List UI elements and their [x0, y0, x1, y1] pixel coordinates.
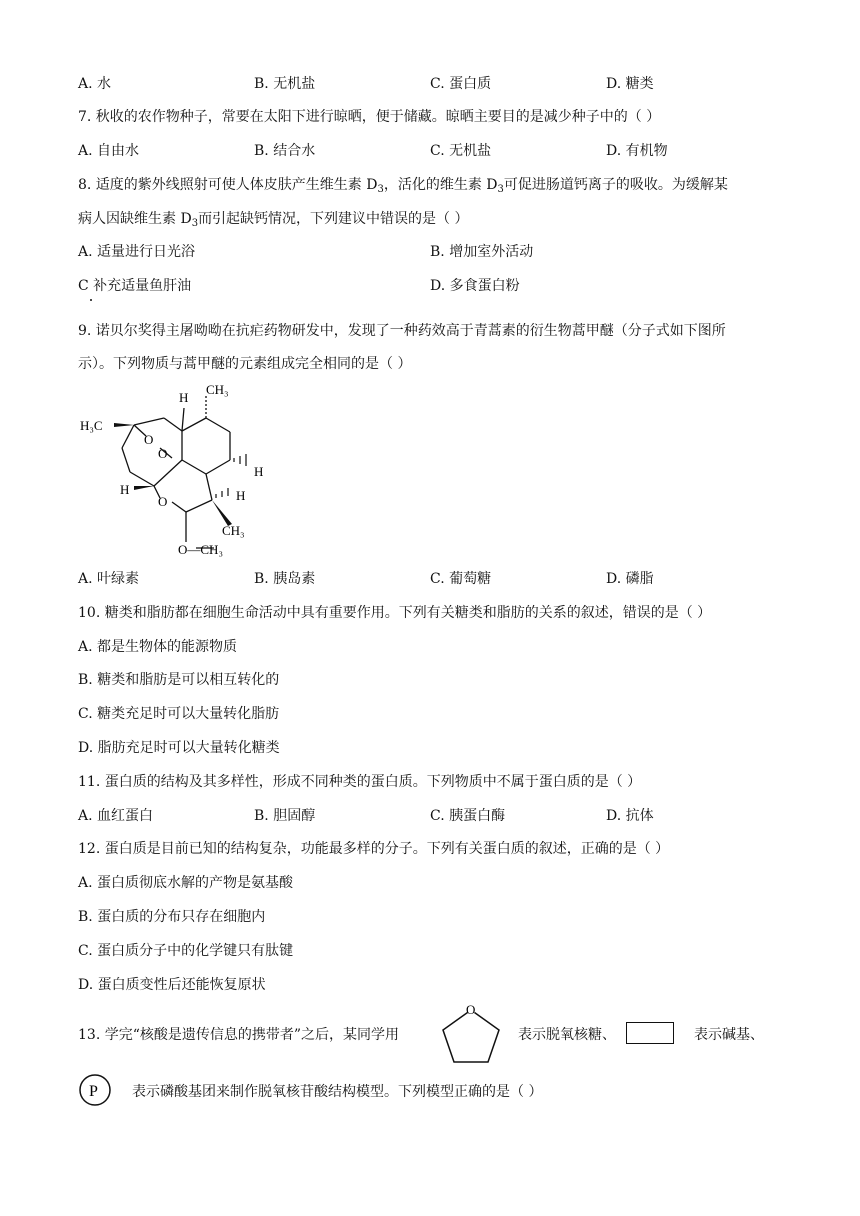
- h-mid-label: H: [236, 488, 246, 503]
- q9-option-a: A. 叶绿素: [78, 571, 140, 587]
- q13-stem-part4: 表示磷酸基团来制作脱氧核苷酸结构模型。下列模型正确的是（ ）: [132, 1084, 543, 1100]
- q10-option-c: C. 糖类充足时可以大量转化脂肪: [78, 706, 280, 722]
- phosphate-p-label: P: [89, 1083, 98, 1100]
- q10-stem: 10. 糖类和脂肪都在细胞生命活动中具有重要作用。下列有关糖类和脂肪的关系的叙述，错误的是（ ）: [78, 605, 712, 621]
- ch3-bottom-label: CH₃: [222, 523, 245, 538]
- q7-option-a: A. 自由水: [78, 143, 140, 159]
- artemether-structure-diagram: [74, 378, 284, 564]
- h-left-label: H: [120, 482, 130, 497]
- h-top-label: H: [179, 390, 189, 405]
- q8-stem-line2: 病人因缺维生素 $D_3$而引起缺钙情况，下列建议中错误的是（ ）: [78, 211, 469, 229]
- q10-option-d: D. 脂肪充足时可以大量转化糖类: [78, 740, 280, 756]
- q12-stem: 12. 蛋白质是目前已知的结构复杂，功能最多样的分子。下列有关蛋白质的叙述，正确的是（ ）: [78, 841, 670, 857]
- q11-option-d: D. 抗体: [606, 808, 654, 824]
- q10-option-b: B. 糖类和脂肪是可以相互转化的: [78, 672, 280, 688]
- q7-stem: 7. 秋收的农作物种子，常要在太阳下进行晾晒，便于储藏。晾晒主要目的是减少种子中的（ ）: [78, 109, 661, 125]
- h3c-label: H₃C: [80, 418, 103, 433]
- peroxide-o1-label: O: [144, 432, 154, 447]
- pentagon-o-label: O: [466, 1002, 476, 1017]
- methoxy-label: O—CH₃: [178, 542, 223, 557]
- q12-option-d: D. 蛋白质变性后还能恢复原状: [78, 977, 266, 993]
- q12-option-a: A. 蛋白质彻底水解的产物是氨基酸: [78, 875, 294, 891]
- q8-option-b: B. 增加室外活动: [430, 244, 534, 260]
- q8-option-a: A. 适量进行日光浴: [78, 244, 196, 260]
- q8-stem-line1: 8. 适度的紫外线照射可使人体皮肤产生维生素 $D_3$，活化的维生素 $D_3$可促进肠道钙离子的吸收。为缓解某: [78, 177, 728, 195]
- ring-o-label: O: [158, 494, 168, 509]
- pentagon-deoxyribose-icon: [438, 1000, 504, 1066]
- rectangle-base-icon: [626, 1022, 674, 1044]
- q6-option-d: D. 糖类: [606, 76, 654, 92]
- q12-option-b: B. 蛋白质的分布只存在细胞内: [78, 909, 266, 925]
- q13-stem-part3: 表示碱基、: [694, 1027, 764, 1043]
- q9-option-b: B. 胰岛素: [254, 571, 316, 587]
- q6-option-c: C. 蛋白质: [430, 76, 492, 92]
- q8-option-c: C 补充适量鱼肝油: [78, 278, 192, 294]
- q11-option-a: A. 血红蛋白: [78, 808, 154, 824]
- q9-option-d: D. 磷脂: [606, 571, 654, 587]
- h-right-label: H: [254, 464, 264, 479]
- q11-option-b: B. 胆固醇: [254, 808, 316, 824]
- ch3-top-label: CH₃: [206, 382, 229, 397]
- q9-stem-line1: 9. 诺贝尔奖得主屠呦呦在抗疟药物研发中，发现了一种药效高于青蒿素的衍生物蒿甲醚（分子式如下图所: [78, 323, 726, 339]
- q6-option-b: B. 无机盐: [254, 76, 316, 92]
- q11-option-c: C. 胰蛋白酶: [430, 808, 506, 824]
- q13-stem-part1: 13. 学完“核酸是遗传信息的携带者”之后，某同学用: [78, 1027, 400, 1043]
- q12-option-c: C. 蛋白质分子中的化学键只有肽键: [78, 943, 294, 959]
- q11-stem: 11. 蛋白质的结构及其多样性，形成不同种类的蛋白质。下列物质中不属于蛋白质的是（ ）: [78, 774, 642, 790]
- q10-option-a: A. 都是生物体的能源物质: [78, 639, 238, 655]
- q9-stem-line2: 示）。下列物质与蒿甲醚的元素组成完全相同的是（ ）: [78, 356, 412, 372]
- phosphate-circle-icon: [78, 1073, 112, 1107]
- peroxide-o2-label: O: [158, 446, 168, 461]
- q9-option-c: C. 葡萄糖: [430, 571, 492, 587]
- q7-option-b: B. 结合水: [254, 143, 316, 159]
- q7-option-d: D. 有机物: [606, 143, 668, 159]
- q8-option-d: D. 多食蛋白粉: [430, 278, 520, 294]
- q6-option-a: A. 水: [78, 76, 112, 92]
- q13-stem-part2: 表示脱氧核糖、: [518, 1027, 616, 1043]
- q7-option-c: C. 无机盐: [430, 143, 492, 159]
- stray-dot: [90, 299, 92, 301]
